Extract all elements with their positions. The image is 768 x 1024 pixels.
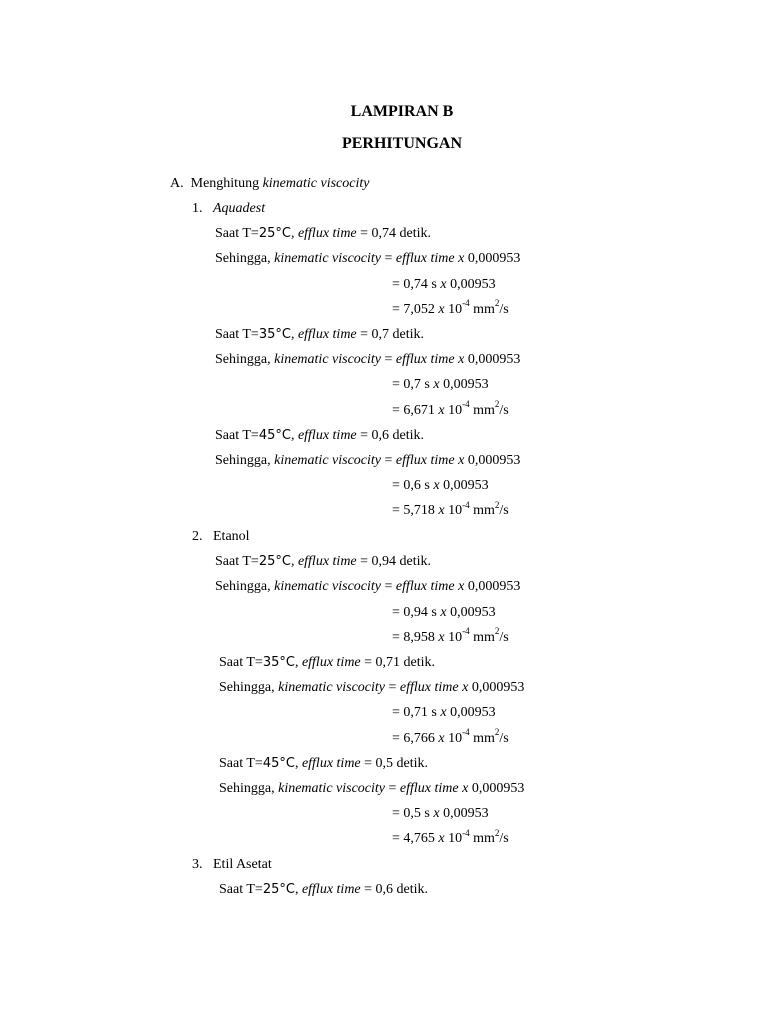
substitution-line [392,376,489,394]
saat-label: Saat T= [215,427,259,443]
kinematic-viscocity-label: kinematic viscocity [274,352,382,368]
efflux-time-label: efflux time [297,327,357,342]
equals-prefix: = [392,478,404,494]
saat-label: Saat T= [215,327,259,342]
group-number: 3. [192,857,203,872]
sehingga-label: Sehingga, [215,579,275,595]
equals-sign: = [356,226,372,242]
efflux-time-label: efflux time [301,755,361,771]
power-base: 10 [448,503,463,519]
efflux-time-label: efflux time [297,427,357,443]
unit-label: mm [473,730,495,746]
page-subtitle: PERHITUNGAN [341,135,462,152]
power-base: 10 [448,301,463,317]
result-value: 5,718 [403,503,439,519]
efflux-time-value: 0,5 [375,755,394,771]
efflux-time-label: efflux time [395,453,455,468]
temperature-value: 25°C [258,226,291,242]
equals-prefix: = [392,629,404,645]
power-exponent: -4 [462,626,470,637]
times-symbol: x [438,402,445,418]
time-seconds: 0,94 s [403,604,441,620]
times-symbol: x [438,301,445,317]
group-name: Etil Asetat [213,857,272,872]
sehingga-line [219,780,524,798]
equals-prefix: = [392,276,404,292]
efflux-time-label: efflux time [395,251,455,267]
kinematic-viscocity-label: kinematic viscocity [278,781,386,796]
efflux-time-value: 0,94 [371,554,397,570]
detik-label: detik. [396,554,432,570]
temperature-value: 25°C [258,554,291,570]
factor-short-value: 0,00953 [443,377,489,393]
sehingga-line [219,679,524,697]
unit-exponent: 2 [494,298,500,309]
kinematic-viscocity-label: kinematic viscocity [274,579,382,595]
sehingga-label: Sehingga, [215,453,275,468]
efflux-time-value: 0,7 [371,327,390,342]
power-base: 10 [448,402,463,418]
efflux-time-label: efflux time [399,680,459,696]
saat-line: Saat T=25°C, efflux time = 0,6 detik. [219,882,429,898]
power-exponent: -4 [462,398,470,409]
temperature-value: 45°C [258,427,291,443]
times-symbol: x [458,251,465,267]
efflux-time-label: efflux time [301,655,361,670]
power-exponent: -4 [462,298,470,309]
result-line [392,726,509,748]
saat-line: Saat T=45°C, efflux time = 0,5 detik. [219,755,429,771]
power-base: 10 [448,831,463,847]
equals-prefix: = [392,377,404,393]
unit-tail: /s [499,402,509,418]
equals-sign: = [356,554,372,570]
sehingga-label: Sehingga, [215,251,275,267]
power-base: 10 [448,730,463,746]
efflux-time-value: 0,74 [371,226,397,242]
detik-label: detik. [389,427,425,443]
efflux-time-label: efflux time [301,882,361,898]
group-name: Etanol [213,529,250,544]
equals-prefix: = [392,301,404,317]
sehingga-label: Sehingga, [219,680,279,696]
saat-label: Saat T= [219,655,263,670]
detik-label: detik. [396,226,432,242]
equals-sign: = [385,680,400,696]
efflux-time-value: 0,6 [371,427,390,443]
unit-exponent: 2 [494,398,500,409]
equals-sign: = [360,755,376,771]
saat-line: Saat T=25°C, efflux time = 0,74 detik. [215,226,432,242]
time-seconds: 0,74 s [403,276,441,292]
efflux-time-value: 0,71 [375,655,401,670]
sehingga-line [215,452,520,470]
group-heading [192,856,272,874]
unit-exponent: 2 [494,626,500,637]
group-heading [192,528,250,546]
section-marker: A. [170,176,184,191]
saat-line: Saat T=35°C, efflux time = 0,7 detik. [215,327,425,342]
efflux-time-label: efflux time [395,579,455,595]
equals-sign: = [385,781,400,796]
temperature-value: 35°C [258,327,291,342]
unit-label: mm [473,402,495,418]
page-title: LAMPIRAN B [350,103,454,120]
unit-tail: /s [499,301,509,317]
sehingga-line [215,578,520,596]
time-seconds: 0,71 s [403,705,441,721]
result-line [392,298,509,319]
factor-value: 0,000953 [467,251,521,267]
kinematic-viscocity-label: kinematic viscocity [274,251,382,267]
factor-short-value: 0,00953 [443,478,489,494]
result-value: 8,958 [403,629,439,645]
factor-value: 0,000953 [467,453,521,468]
saat-line: Saat T=35°C, efflux time = 0,71 detik. [219,655,436,670]
result-value: 6,671 [403,402,439,418]
group-heading [192,200,265,218]
detik-label: detik. [400,655,436,670]
equals-sign: = [360,882,376,898]
group-number: 2. [192,529,203,544]
unit-exponent: 2 [494,726,500,737]
equals-sign: = [360,655,376,670]
detik-label: detik. [393,882,429,898]
factor-short-value: 0,00953 [443,806,489,822]
result-line [392,499,509,520]
equals-sign: = [356,427,372,443]
group-number: 1. [192,201,203,216]
factor-value: 0,000953 [467,352,521,368]
efflux-time-value: 0,6 [375,882,394,898]
times-symbol: x [433,478,440,494]
times-symbol: x [438,730,445,746]
unit-exponent: 2 [494,499,500,510]
kinematic-viscocity-label: kinematic viscocity [274,453,382,468]
factor-short-value: 0,00953 [450,276,496,292]
substitution-line [392,805,489,823]
saat-label: Saat T= [215,226,259,242]
factor-value: 0,000953 [467,579,521,595]
time-seconds: 0,7 s [403,377,434,393]
unit-label: mm [473,503,495,519]
substitution-line [392,477,489,495]
equals-sign: = [381,251,396,267]
sehingga-line [215,351,520,369]
power-exponent: -4 [462,726,470,737]
temperature-value: 25°C [262,882,295,898]
saat-label: Saat T= [215,554,259,570]
times-symbol: x [440,276,447,292]
substitution-line [392,704,496,722]
result-line [392,626,509,647]
detik-label: detik. [389,327,425,342]
saat-label: Saat T= [219,882,263,898]
section-text: Menghitung [190,176,263,191]
unit-tail: /s [499,503,509,519]
equals-prefix: = [392,806,404,822]
factor-short-value: 0,00953 [450,705,496,721]
equals-prefix: = [392,604,404,620]
unit-label: mm [473,629,495,645]
efflux-time-label: efflux time [297,226,357,242]
power-exponent: -4 [462,499,470,510]
times-symbol: x [458,352,465,368]
equals-prefix: = [392,503,404,519]
unit-tail: /s [499,730,509,746]
times-symbol: x [462,781,469,796]
factor-short-value: 0,00953 [450,604,496,620]
unit-tail: /s [499,629,509,645]
unit-tail: /s [499,831,509,847]
substitution-line [392,276,496,294]
times-symbol: x [458,453,465,468]
result-value: 6,766 [403,730,439,746]
group-name: Aquadest [213,201,266,216]
saat-label: Saat T= [219,755,263,771]
equals-prefix: = [392,831,404,847]
equals-prefix: = [392,705,404,721]
times-symbol: x [438,831,445,847]
times-symbol: x [440,705,447,721]
power-base: 10 [448,629,463,645]
detik-label: detik. [393,755,429,771]
times-symbol: x [458,579,465,595]
times-symbol: x [433,377,440,393]
times-symbol: x [438,503,445,519]
efflux-time-label: efflux time [395,352,455,368]
result-line [392,827,509,848]
sehingga-label: Sehingga, [219,781,279,796]
result-value: 4,765 [403,831,439,847]
equals-prefix: = [392,730,404,746]
unit-label: mm [473,301,495,317]
times-symbol: x [462,680,469,696]
section-heading [170,175,369,193]
saat-line: Saat T=25°C, efflux time = 0,94 detik. [215,554,432,570]
unit-exponent: 2 [494,827,500,838]
times-symbol: x [433,806,440,822]
times-symbol: x [438,629,445,645]
substitution-line [392,604,496,622]
power-exponent: -4 [462,827,470,838]
kinematic-viscocity-label: kinematic viscocity [278,680,386,696]
sehingga-line [215,250,520,268]
times-symbol: x [440,604,447,620]
efflux-time-label: efflux time [399,781,459,796]
factor-value: 0,000953 [471,680,525,696]
factor-value: 0,000953 [471,781,525,796]
equals-sign: = [381,453,396,468]
temperature-value: 45°C [262,755,295,771]
equals-sign: = [381,579,396,595]
unit-label: mm [473,831,495,847]
time-seconds: 0,6 s [403,478,434,494]
result-value: 7,052 [403,301,439,317]
equals-sign: = [356,327,372,342]
time-seconds: 0,5 s [403,806,434,822]
temperature-value: 35°C [262,655,295,670]
section-text-italic: kinematic viscocity [262,176,370,191]
efflux-time-label: efflux time [297,554,357,570]
equals-prefix: = [392,402,404,418]
result-line [392,398,509,420]
saat-line: Saat T=45°C, efflux time = 0,6 detik. [215,427,425,443]
equals-sign: = [381,352,396,368]
sehingga-label: Sehingga, [215,352,275,368]
